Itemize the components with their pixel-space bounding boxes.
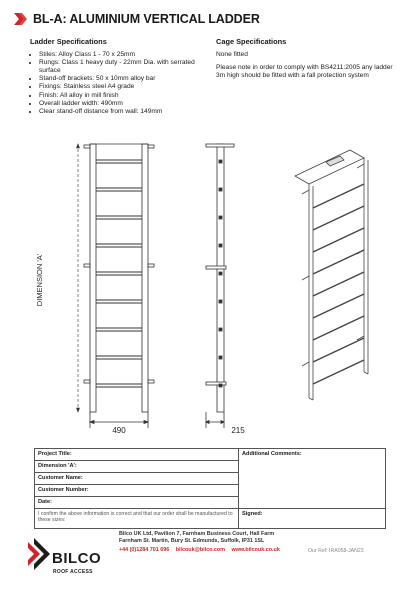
spec-item: • Stiles: Alloy Class 1 - 70 x 25mm: [39, 51, 210, 59]
ladder-specs-heading: Ladder Specifications: [30, 37, 107, 46]
additional-comments-field[interactable]: Additional Comments:: [239, 449, 386, 509]
ladder-specs-list: [30, 51, 210, 116]
customer-name-field[interactable]: Customer Name:: [35, 473, 239, 485]
project-title-field[interactable]: Project Title:: [35, 449, 239, 461]
spec-item: • Clear stand-off distance from wall: 149mm: [39, 108, 210, 116]
address-line: Farnham St. Martin, Bury St. Edmunds, Suffolk, IP31 1SL: [119, 538, 265, 545]
website-link[interactable]: www.bilcouk.co.uk: [231, 547, 280, 553]
dimension-a-marker: [77, 144, 80, 412]
confirmation-statement: I confirm the above information is correct and that our order shall be manufactured to these sizes:: [35, 509, 239, 529]
cage-specifications: [216, 38, 396, 85]
contact-details: [119, 547, 285, 553]
ladder-specifications: [30, 38, 210, 116]
width-dimension-label: 490: [112, 426, 126, 435]
standoff-dimension-label: 215: [231, 426, 245, 435]
cage-specs-heading: Cage Specifications: [216, 37, 287, 46]
front-elevation: [84, 144, 154, 428]
address-line: Bilco UK Ltd, Pavilion 7, Farnham Business Court, Hall Farm: [119, 531, 275, 537]
spec-item: • Rungs: Class 1 heavy duty - 22mm Dia. with serrated surface: [39, 59, 210, 75]
cage-status: None fitted: [216, 51, 248, 59]
logo-tagline: ROOF ACCESS: [53, 569, 93, 575]
spec-item: • Overall ladder width: 490mm: [39, 100, 210, 108]
page-title: BL-A: ALUMINIUM VERTICAL LADDER: [33, 12, 260, 26]
side-elevation: [206, 144, 234, 428]
date-field[interactable]: Date:: [35, 497, 239, 509]
email-link[interactable]: bilcouk@bilco.com: [175, 547, 226, 553]
dimension-a-field[interactable]: Dimension 'A':: [35, 461, 239, 473]
logo-mark-icon: [24, 528, 54, 588]
bilco-logo: [24, 528, 114, 588]
document-reference: Our Ref: IRA058-JAN23: [308, 548, 364, 554]
phone-number[interactable]: +44 (0)1284 701 696: [119, 547, 170, 553]
spec-item: • Finish: All alloy in mill finish: [39, 92, 210, 100]
page-footer: [24, 528, 404, 588]
logo-text: BILCO: [52, 550, 102, 567]
page-header: [14, 12, 260, 26]
order-form: [34, 448, 386, 529]
spec-item: • Stand-off brackets: 50 x 10mm alloy bar: [39, 75, 210, 83]
ladder-technical-drawing: [20, 130, 395, 440]
chevron-right-icon: [14, 13, 28, 25]
signed-field[interactable]: Signed:: [239, 509, 386, 529]
isometric-view: [295, 150, 368, 400]
customer-number-field[interactable]: Customer Number:: [35, 485, 239, 497]
spec-item: • Fixings: Stainless steel A4 grade: [39, 83, 210, 91]
cage-note: Please note in order to comply with BS4211:2005 any ladder 3m high should be fitted with a fall protection system: [216, 64, 393, 80]
dimension-a-label: DIMENSION 'A': [35, 253, 44, 307]
company-address: [119, 531, 274, 546]
